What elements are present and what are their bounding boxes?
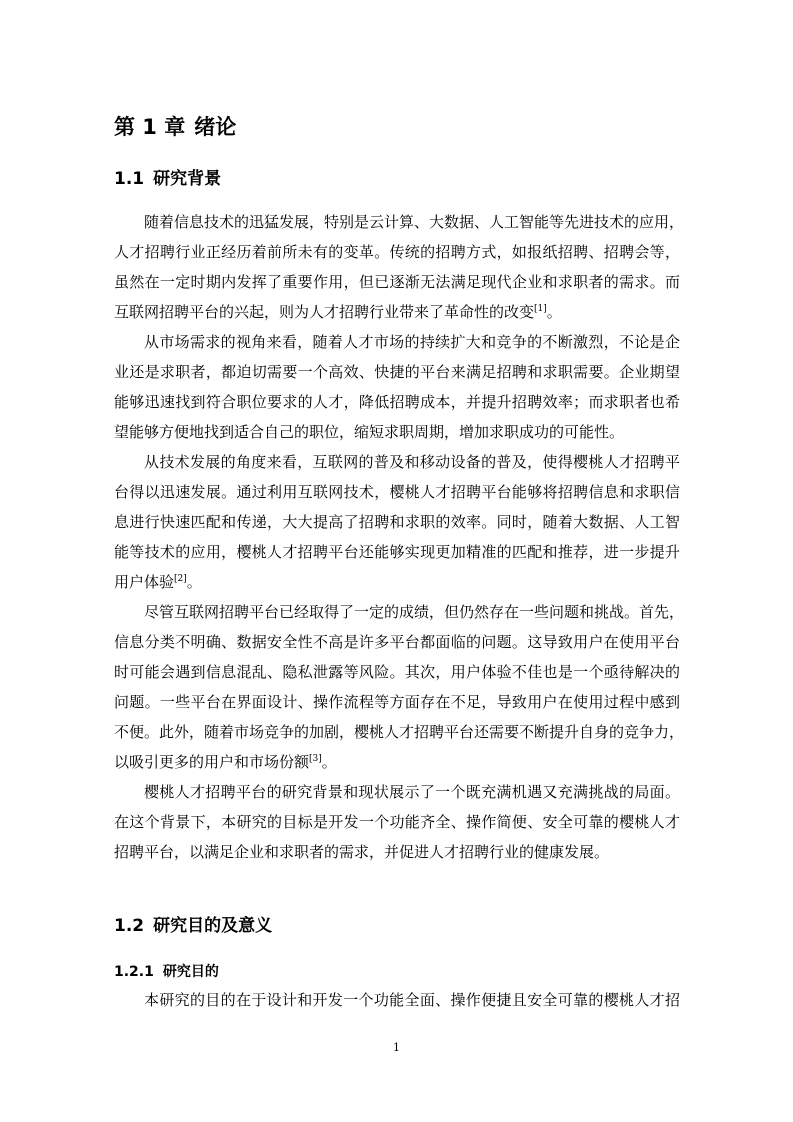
subsection-number: 1.2.1	[114, 964, 154, 980]
paragraph-background-3	[114, 447, 680, 597]
page-number: 1	[393, 1041, 400, 1054]
paragraph-line: 从市场需求的视角来看，随着人才市场的持续扩大和竞争的不断激烈，不论是企	[144, 333, 680, 351]
citation-ref: [2]	[174, 574, 187, 584]
paragraph-line	[114, 567, 680, 597]
section-title-text: 研究背景	[153, 169, 222, 189]
line-text: 以吸引更多的用户和市场份额	[114, 753, 310, 771]
line-text: 互联网招聘平台的兴起，则为人才招聘行业带来了革命性的改变	[114, 303, 535, 321]
paragraph-line: 尽管互联网招聘平台已经取得了一定的成绩，但仍然存在一些问题和挑战。首先，	[144, 603, 685, 621]
paragraph-line: 台得以迅速发展。通过利用互联网技术，樱桃人才招聘平台能够将招聘信息和求职信	[114, 483, 680, 501]
citation-ref: [1]	[534, 304, 547, 314]
chapter-title-text: 绪论	[194, 115, 237, 139]
section-title-text: 研究目的及意义	[153, 916, 273, 936]
paragraph-line: 本研究的目的在于设计和开发一个功能全面、操作便捷且安全可靠的樱桃人才招	[144, 991, 680, 1009]
paragraph-line: 随着信息技术的迅猛发展，特别是云计算、大数据、人工智能等先进技术的应用，	[144, 213, 685, 231]
chapter-number: 第 1 章	[114, 115, 186, 139]
paragraph-line: 时可能会遇到信息混乱、隐私泄露等风险。其次，用户体验不佳也是一个亟待解决的	[114, 663, 680, 681]
citation-ref: [3]	[309, 754, 322, 764]
line-tail: 。	[546, 303, 562, 321]
subsection-title-text: 研究目的	[162, 964, 219, 980]
paragraph-background-5	[114, 777, 680, 867]
paragraph-line: 人才招聘行业正经历着前所未有的变革。传统的招聘方式，如报纸招聘、招聘会等，	[114, 243, 680, 261]
line-text: 用户体验	[114, 573, 175, 591]
subsection-heading-1-2-1	[114, 962, 219, 982]
paragraph-line: 虽然在一定时期内发挥了重要作用，但已逐渐无法满足现代企业和求职者的需求。而	[114, 273, 680, 291]
paragraph-line: 望能够方便地找到适合自己的职位，缩短求职周期，增加求职成功的可能性。	[114, 423, 625, 441]
section-heading-1-2	[114, 914, 272, 938]
paragraph-line: 问题。一些平台在界面设计、操作流程等方面存在不足，导致用户在使用过程中感到	[114, 693, 680, 711]
paragraph-line: 不便。此外，随着市场竞争的加剧，樱桃人才招聘平台还需要不断提升自身的竞争力，	[114, 723, 685, 741]
paragraph-line: 从技术发展的角度来看，互联网的普及和移动设备的普及，使得樱桃人才招聘平	[144, 453, 680, 471]
section-number: 1.1	[114, 169, 145, 189]
paragraph-line: 信息分类不明确、数据安全性不高是许多平台都面临的问题。这导致用户在使用平台	[114, 633, 680, 651]
paragraph-line: 能够迅速找到符合职位要求的人才，降低招聘成本，并提升招聘效率；而求职者也希	[114, 393, 680, 411]
paragraph-line: 樱桃人才招聘平台的研究背景和现状展示了一个既充满机遇又充满挑战的局面。	[144, 783, 680, 801]
paragraph-line: 息进行快速匹配和传递，大大提高了招聘和求职的效率。同时，随着大数据、人工智	[114, 513, 680, 531]
line-tail: 。	[321, 753, 337, 771]
paragraph-line: 能等技术的应用，樱桃人才招聘平台还能够实现更加精准的匹配和推荐，进一步提升	[114, 543, 680, 561]
section-heading-1-1	[114, 167, 221, 191]
line-tail: 。	[186, 573, 202, 591]
paragraph-line: 业还是求职者，都迫切需要一个高效、快捷的平台来满足招聘和求职需要。企业期望	[114, 363, 680, 381]
paragraph-background-1	[114, 207, 685, 327]
section-number: 1.2	[114, 916, 145, 936]
paragraph-line	[114, 297, 680, 327]
paragraph-line	[114, 747, 680, 777]
paragraph-background-4	[114, 597, 685, 777]
paragraph-line: 在这个背景下，本研究的目标是开发一个功能齐全、操作简便、安全可靠的樱桃人才	[114, 813, 680, 831]
paragraph-line: 招聘平台，以满足企业和求职者的需求，并促进人才招聘行业的健康发展。	[114, 843, 610, 861]
chapter-title	[114, 113, 236, 141]
paragraph-purpose-1	[114, 985, 680, 1015]
paragraph-background-2	[114, 327, 680, 447]
